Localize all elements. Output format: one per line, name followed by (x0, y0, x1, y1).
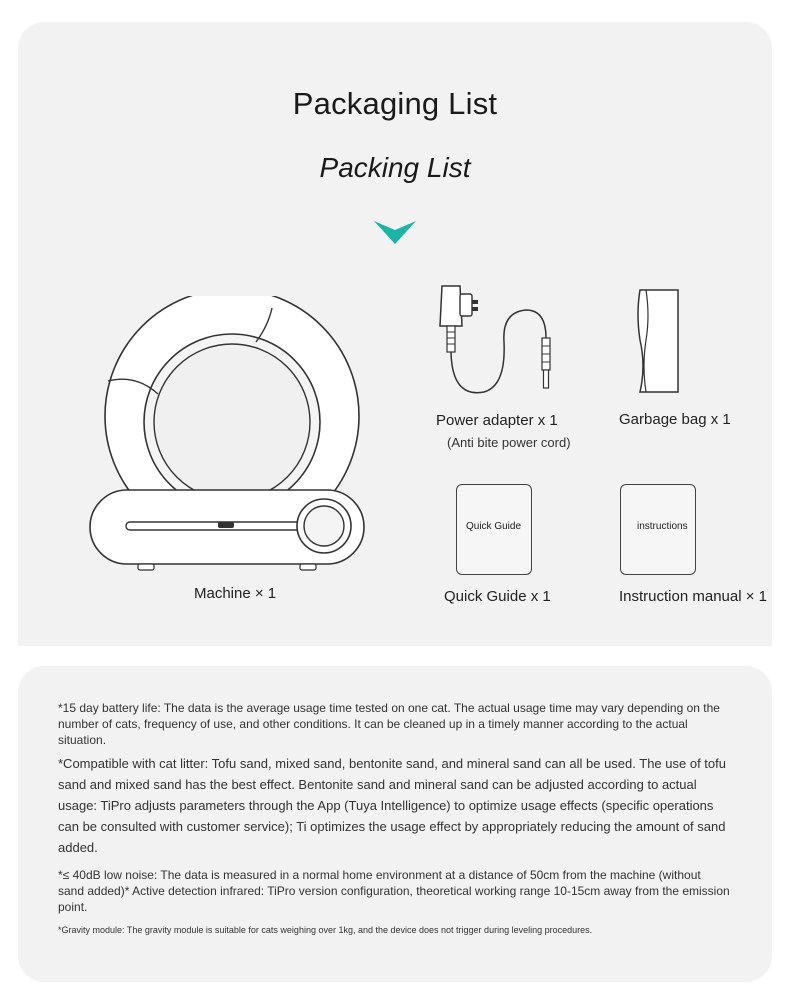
quick-guide-label: Quick Guide x 1 (444, 588, 551, 605)
power-adapter-note: (Anti bite power cord) (447, 435, 571, 450)
note-low-noise: *≤ 40dB low noise: The data is measured in a normal home environment at a distance of 50cm from the machine (without sand added)* Active detection infrared: TiPro version configuration, theoretical working range 10-15cm away from the emission point. (58, 868, 730, 914)
machine-label: Machine × 1 (194, 585, 277, 602)
chevron-down-icon (372, 218, 418, 246)
page-title: Packaging List (292, 86, 498, 121)
note-battery-life: *15 day battery life: The data is the average usage time tested on one cat. The actual usage time may vary depending on the number of cats, frequency of use, and other conditions. It can be cleaned up in a timely manner according to the actual situation. (58, 701, 720, 747)
garbage-bag-icon (636, 286, 682, 396)
instruction-manual-card (620, 484, 696, 575)
quick-guide-card (456, 484, 532, 575)
garbage-bag-label: Garbage bag x 1 (619, 411, 731, 428)
power-adapter-icon (432, 282, 556, 400)
quick-guide-card-text: Quick Guide (466, 521, 522, 532)
instruction-manual-label: Instruction manual × 1 (619, 588, 768, 605)
note-cat-litter: *Compatible with cat litter: Tofu sand, mixed sand, bentonite sand, and mineral sand can all be used. The use of tofu sand and mixed sand has the best effect. Bentonite sand and mineral sand can be adjusted according to actual usage: TiPro adjusts parameters through the App (Tuya Intelligence) to optimize usage effects (specific operations can be consulted with customer service); Ti optimizes the usage effect by appropriately reducing the amount of sand added. (58, 756, 726, 855)
power-adapter-label: Power adapter x 1 (436, 412, 558, 429)
instruction-manual-card-text: instructions (637, 521, 688, 532)
note-gravity-module: *Gravity module: The gravity module is suitable for cats weighing over 1kg, and the device does not trigger during leveling procedures. (58, 925, 593, 935)
litter-box-machine-icon (86, 296, 370, 576)
page-subtitle: Packing List (319, 152, 471, 183)
